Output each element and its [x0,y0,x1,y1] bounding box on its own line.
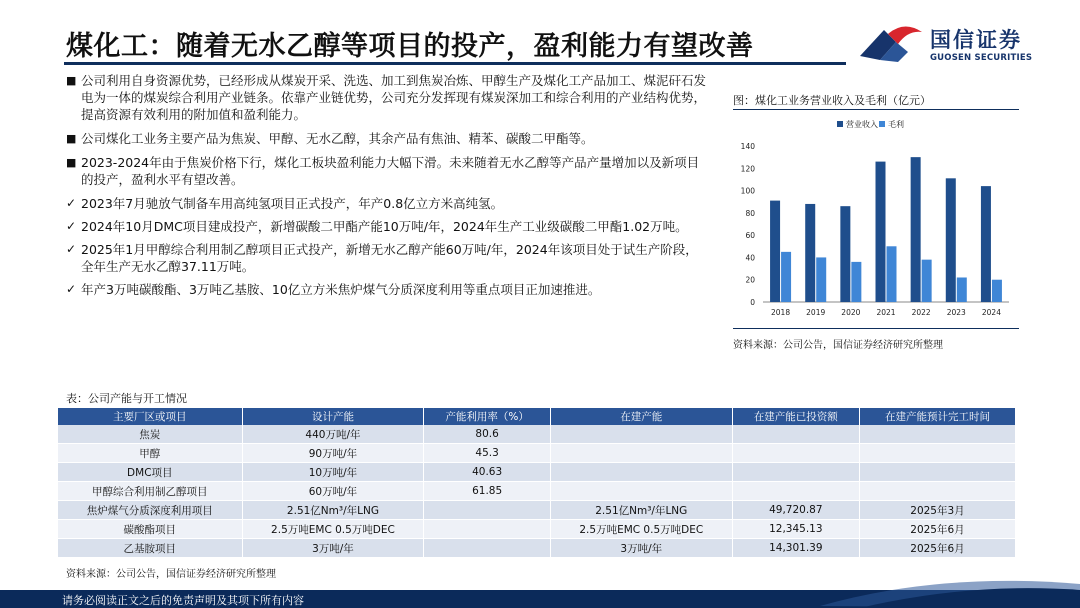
table-cell: 2.51亿Nm³/年LNG [242,501,424,520]
check-text: 2023年7月驰放气制备车用高纯氢项目正式投产，年产0.8亿立方米高纯氢。 [81,196,504,211]
table-row [58,501,1016,520]
table-cell: 甲醇 [58,444,242,463]
guosen-logo-icon [858,22,924,66]
logo-text-cn: 国信证券 [930,28,1022,52]
bar [981,186,991,302]
table-cell [732,463,859,482]
bar [957,277,967,302]
legend-label: 营业收入 [846,120,878,129]
table-cell: 80.6 [424,425,551,444]
page-title: 煤化工：随着无水乙醇等项目的投产，盈利能力有望改善 [66,31,754,62]
bar [805,204,815,302]
table-cell: 14,301.39 [732,539,859,558]
table-cell: 2.5万吨EMC 0.5万吨DEC [242,520,424,539]
table-row [58,444,1016,463]
title-divider [64,62,846,65]
y-tick-label: 100 [740,186,755,196]
table-cell [424,501,551,520]
square-bullet-icon: ■ [66,156,77,169]
bullet-item [66,130,706,147]
x-tick-label: 2021 [876,308,896,317]
bullet-text: 公司煤化工业务主要产品为焦炭、甲醇、无水乙醇，其余产品有焦油、精苯、碳酸二甲酯等。 [81,131,594,146]
y-tick-label: 80 [745,208,755,218]
table-cell [859,463,1015,482]
table-row [58,425,1016,444]
check-item [66,218,706,235]
check-item [66,241,706,275]
table-cell: 甲醇综合利用制乙醇项目 [58,482,242,501]
y-tick-label: 120 [740,164,755,174]
logo-text-en: GUOSEN SECURITIES [930,53,1033,63]
table-cell [732,425,859,444]
table-row [58,463,1016,482]
y-tick-label: 140 [740,142,755,151]
table-cell: 60万吨/年 [242,482,424,501]
table-cell: 3万吨/年 [550,539,732,558]
y-tick-label: 60 [745,231,755,241]
table-cell [859,444,1015,463]
table-row [58,520,1016,539]
bar [946,178,956,302]
table-cell [732,444,859,463]
y-tick-label: 0 [750,298,755,307]
y-tick-label: 20 [745,275,755,285]
table-header-cell: 在建产能 [550,408,732,425]
table-cell: 2025年3月 [859,501,1015,520]
table-cell: 40.63 [424,463,551,482]
table-cell: DMC项目 [58,463,242,482]
footer-wave-decoration [820,576,1080,608]
chart-caption-divider [733,109,1019,110]
footer-bar [0,590,1080,608]
table-cell: 45.3 [424,444,551,463]
check-item [66,281,706,298]
table-cell [550,482,732,501]
table-body [58,425,1016,558]
table-cell [424,520,551,539]
table-cell: 2.5万吨EMC 0.5万吨DEC [550,520,732,539]
check-text: 2024年10月DMC项目建成投产，新增碳酸二甲酯产能10万吨/年，2024年生产工业级碳酸二甲酯1.02万吨。 [81,219,688,234]
bar [887,246,897,302]
bar [911,157,921,302]
bar [840,206,850,302]
table-cell: 49,720.87 [732,501,859,520]
bullet-item [66,154,706,188]
table-source: 资料来源：公司公告，国信证券经济研究所整理 [66,569,276,580]
table-cell: 10万吨/年 [242,463,424,482]
checkmark-icon: ✓ [66,196,77,210]
table-header-cell: 设计产能 [242,408,424,425]
table-cell: 2025年6月 [859,539,1015,558]
square-bullet-icon: ■ [66,132,77,145]
checkmark-icon: ✓ [66,282,77,296]
table-header-cell: 在建产能预计完工时间 [859,408,1015,425]
table-header-cell: 主要厂区或项目 [58,408,242,425]
x-tick-label: 2024 [981,308,1001,317]
revenue-profit-chart [733,112,1019,324]
check-text: 2025年1月甲醇综合利用制乙醇项目正式投产，新增无水乙醇产能60万吨/年，2024年该项目处于试生产阶段，全年生产无水乙醇37.11万吨。 [81,242,698,274]
bar [876,162,886,302]
table-cell [550,463,732,482]
x-tick-label: 2023 [946,308,966,317]
legend-swatch [837,121,843,127]
table-cell [550,444,732,463]
table-cell: 焦炉煤气分质深度利用项目 [58,501,242,520]
table-cell [732,482,859,501]
bullet-text: 公司利用自身资源优势，已经形成从煤炭开采、洗选、加工到焦炭冶炼、甲醇生产及煤化工产品加工、煤泥矸石发电为一体的煤炭综合利用产业链条。依靠产业链优势，公司充分发挥现有煤炭深加工和综合利用的产业结构优势，提高资源有效利用的附加值和盈利能力。 [81,73,707,122]
table-cell: 2025年6月 [859,520,1015,539]
check-item [66,195,706,212]
x-tick-label: 2020 [841,308,861,317]
footer-disclaimer: 请务必阅读正文之后的免责声明及其项下所有内容 [62,594,304,607]
table-cell [859,482,1015,501]
table-cell [859,425,1015,444]
legend-label: 毛利 [888,120,904,129]
table-header-row [58,408,1016,425]
capacity-table [58,408,1016,558]
table-cell [550,425,732,444]
table-cell: 12,345.13 [732,520,859,539]
bullet-item [66,72,706,123]
checkmark-icon: ✓ [66,242,77,256]
table-caption: 表：公司产能与开工情况 [66,392,187,405]
bullet-text: 2023-2024年由于焦炭价格下行，煤化工板块盈利能力大幅下滑。未来随着无水乙醇等产品产量增加以及新项目的投产，盈利水平有望改善。 [81,155,700,187]
table-cell: 90万吨/年 [242,444,424,463]
chart-caption: 图：煤化工业务营业收入及毛利（亿元） [733,94,931,107]
guosen-logo [858,22,1058,66]
chart-source-divider [733,328,1019,329]
bar [851,262,861,302]
table-cell: 61.85 [424,482,551,501]
checkmark-icon: ✓ [66,219,77,233]
table-cell: 2.51亿Nm³/年LNG [550,501,732,520]
bullet-list [66,72,706,304]
x-tick-label: 2022 [911,308,931,317]
bar [922,260,932,302]
table-cell: 440万吨/年 [242,425,424,444]
x-tick-label: 2019 [806,308,826,317]
bar [816,257,826,302]
table-row [58,539,1016,558]
table-header-cell: 产能利用率（%） [424,408,551,425]
check-text: 年产3万吨碳酸酯、3万吨乙基胺、10亿立方米焦炉煤气分质深度利用等重点项目正加速推进。 [81,282,601,297]
x-tick-label: 2018 [771,308,791,317]
table-cell: 焦炭 [58,425,242,444]
table-cell: 3万吨/年 [242,539,424,558]
table-cell: 碳酸酯项目 [58,520,242,539]
table-header-cell: 在建产能已投资额 [732,408,859,425]
table-cell [424,539,551,558]
table-cell: 乙基胺项目 [58,539,242,558]
legend-swatch [879,121,885,127]
bar [770,201,780,302]
table-row [58,482,1016,501]
square-bullet-icon: ■ [66,74,77,87]
y-tick-label: 40 [745,253,755,263]
bar [992,280,1002,302]
chart-source: 资料来源：公司公告，国信证券经济研究所整理 [733,340,943,351]
bar [781,252,791,302]
